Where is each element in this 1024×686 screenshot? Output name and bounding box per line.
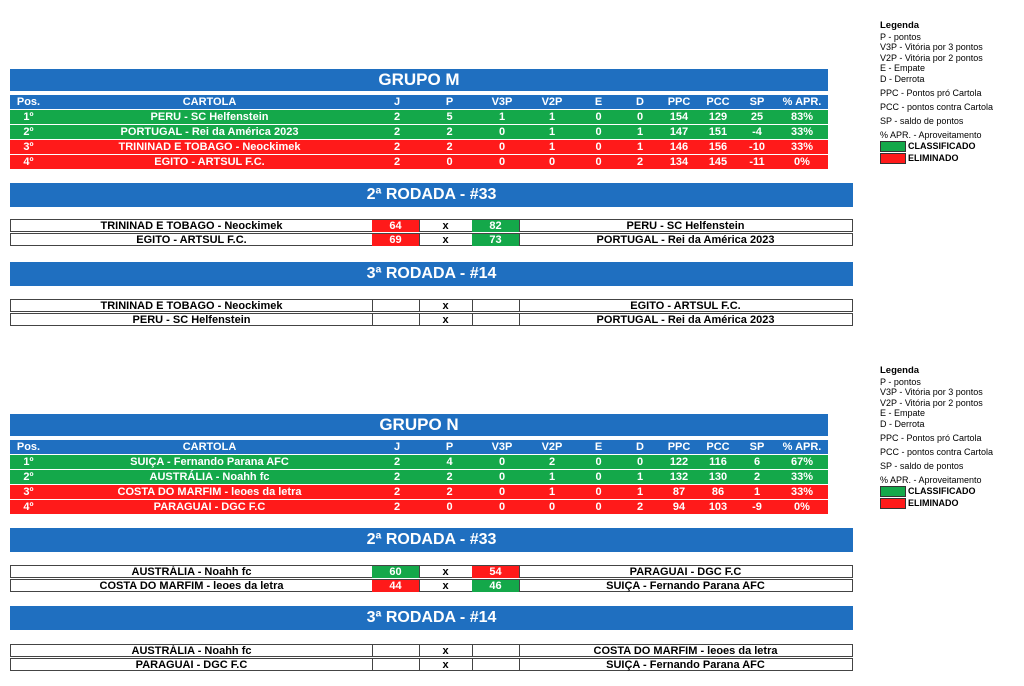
- match-row: [10, 299, 853, 312]
- legend-item: D - Derrota: [880, 73, 925, 84]
- legend-classificado-swatch: [880, 486, 906, 497]
- group-title: GRUPO M: [10, 69, 828, 91]
- cell-j: 2: [393, 501, 401, 513]
- legend-eliminado-label: ELIMINADO: [908, 498, 959, 509]
- cell-e: 0: [595, 471, 602, 483]
- cell-v2p: 0: [548, 156, 556, 168]
- cell-e: 0: [595, 141, 602, 153]
- match-row: [10, 565, 853, 578]
- legend-item: PCC - pontos contra Cartola: [880, 446, 994, 457]
- home-team: TRININAD E TOBAGO - Neockimek: [11, 300, 373, 312]
- cell-pcc: 129: [708, 111, 728, 123]
- legend-eliminado-label: ELIMINADO: [908, 153, 959, 164]
- cell-ppc: 154: [669, 111, 689, 123]
- cell-p: 0: [446, 156, 453, 168]
- cell-pos: 4º: [23, 501, 34, 513]
- cell-e: 0: [595, 111, 602, 123]
- legend-item: PCC - pontos contra Cartola: [880, 101, 994, 112]
- column-header: % APR.: [782, 441, 822, 453]
- standings-row: [10, 470, 828, 484]
- column-header: % APR.: [782, 96, 822, 108]
- away-score: 54: [472, 566, 520, 578]
- legend-classificado: [880, 141, 993, 152]
- legend: [880, 21, 993, 164]
- cell-j: 2: [393, 456, 401, 468]
- versus: x: [419, 580, 473, 592]
- home-score: 64: [372, 220, 420, 232]
- cell-v3p: 0: [498, 141, 506, 153]
- cell-team: AUSTRÁLIA - Noahh fc: [149, 471, 270, 483]
- column-header: D: [636, 96, 644, 108]
- away-team: PORTUGAL - Rei da América 2023: [596, 314, 775, 326]
- cell-v3p: 0: [498, 126, 506, 138]
- cell-d: 1: [636, 141, 644, 153]
- legend-item: P - pontos: [880, 31, 921, 42]
- cell-sp: 25: [750, 111, 764, 123]
- round-title: 2ª RODADA - #33: [10, 183, 853, 207]
- cell-sp: 6: [753, 456, 761, 468]
- cell-v2p: 1: [548, 111, 556, 123]
- cell-pos: 3º: [23, 486, 34, 498]
- legend-item: V3P - Vitória por 3 pontos: [880, 387, 983, 397]
- home-score: [372, 314, 420, 326]
- versus: x: [419, 645, 473, 657]
- home-score: 69: [372, 234, 420, 246]
- cell-team: PORTUGAL - Rei da América 2023: [120, 126, 299, 138]
- cell-v2p: 1: [548, 486, 556, 498]
- away-score: 73: [472, 234, 520, 246]
- versus: x: [419, 314, 473, 326]
- legend-item: V2P - Vitória por 2 pontos: [880, 52, 983, 63]
- column-header: SP: [749, 96, 765, 108]
- cell-j: 2: [393, 141, 401, 153]
- cell-e: 0: [595, 486, 602, 498]
- standings-row: [10, 140, 828, 154]
- cell-apr: 83%: [790, 111, 814, 123]
- table-header: [10, 95, 828, 109]
- group-title: GRUPO N: [10, 414, 828, 436]
- home-team: PERU - SC Helfenstein: [11, 314, 373, 326]
- home-team: AUSTRÁLIA - Noahh fc: [11, 645, 373, 657]
- cell-team: PERU - SC Helfenstein: [150, 111, 269, 123]
- cell-ppc: 132: [669, 471, 689, 483]
- legend-item: % APR. - Aproveitamento: [880, 129, 982, 140]
- home-team: AUSTRÁLIA - Noahh fc: [11, 566, 373, 578]
- cell-team: TRININAD E TOBAGO - Neockimek: [118, 141, 301, 153]
- column-header: PCC: [706, 96, 730, 108]
- round-title: 2ª RODADA - #33: [10, 528, 853, 552]
- cell-pcc: 156: [708, 141, 728, 153]
- cell-sp: -10: [749, 141, 765, 153]
- cell-pos: 2º: [23, 126, 34, 138]
- cell-v3p: 0: [498, 156, 506, 168]
- cell-d: 0: [636, 111, 644, 123]
- column-header: V3P: [491, 96, 513, 108]
- home-score: 60: [372, 566, 420, 578]
- standings-row: [10, 500, 828, 514]
- home-score: [372, 300, 420, 312]
- column-header: E: [594, 441, 603, 453]
- cell-ppc: 146: [669, 141, 689, 153]
- standings-row: [10, 455, 828, 469]
- legend-eliminado-swatch: [880, 498, 906, 509]
- away-team: PERU - SC Helfenstein: [626, 220, 745, 232]
- legend-item: E - Empate: [880, 408, 926, 418]
- cell-j: 2: [393, 486, 401, 498]
- legend-eliminado-swatch: [880, 153, 906, 164]
- match-row: [10, 579, 853, 592]
- legend-eliminado: [880, 498, 993, 509]
- cell-apr: 0%: [794, 156, 810, 168]
- column-header: V3P: [491, 441, 513, 453]
- cell-v3p: 1: [498, 111, 506, 123]
- cell-sp: -9: [752, 501, 762, 513]
- versus: x: [419, 234, 473, 246]
- column-header: Pos.: [16, 441, 41, 453]
- cell-e: 0: [595, 456, 602, 468]
- cell-p: 5: [446, 111, 453, 123]
- standings-row: [10, 125, 828, 139]
- cell-apr: 33%: [790, 486, 814, 498]
- cell-j: 2: [393, 156, 401, 168]
- cell-sp: 2: [753, 471, 761, 483]
- cell-d: 0: [636, 456, 644, 468]
- cell-team: PARAGUAI - DGC F.C: [153, 501, 266, 513]
- cell-p: 2: [446, 141, 453, 153]
- cell-pcc: 103: [708, 501, 728, 513]
- cell-p: 4: [446, 456, 453, 468]
- away-team: EGITO - ARTSUL F.C.: [630, 300, 741, 312]
- legend-title: Legenda: [880, 20, 920, 31]
- away-team: PORTUGAL - Rei da América 2023: [596, 234, 775, 246]
- cell-pcc: 116: [709, 456, 727, 468]
- away-score: [472, 300, 520, 312]
- cell-pcc: 86: [711, 486, 725, 498]
- versus: x: [419, 659, 473, 671]
- legend-item: V2P - Vitória por 2 pontos: [880, 397, 983, 408]
- away-score: [472, 659, 520, 671]
- cell-pos: 1º: [23, 456, 34, 468]
- column-header: PPC: [667, 441, 691, 453]
- cell-p: 2: [446, 126, 453, 138]
- away-team: SUIÇA - Fernando Parana AFC: [606, 659, 765, 671]
- column-header: V2P: [541, 96, 563, 108]
- cell-pos: 2º: [23, 471, 34, 483]
- legend-item: P - pontos: [880, 376, 921, 387]
- legend-item: % APR. - Aproveitamento: [880, 474, 982, 485]
- column-header: J: [393, 441, 401, 453]
- cell-v3p: 0: [498, 456, 506, 468]
- column-header: D: [636, 441, 644, 453]
- cell-pcc: 151: [708, 126, 728, 138]
- cell-team: SUIÇA - Fernando Parana AFC: [130, 456, 289, 468]
- home-score: 44: [372, 580, 420, 592]
- column-header: P: [445, 441, 454, 453]
- cell-v2p: 1: [548, 141, 556, 153]
- cell-team: EGITO - ARTSUL F.C.: [154, 156, 265, 168]
- home-team: TRININAD E TOBAGO - Neockimek: [11, 220, 373, 232]
- match-row: [10, 233, 853, 246]
- cell-apr: 33%: [790, 141, 814, 153]
- cell-v3p: 0: [498, 501, 506, 513]
- cell-d: 2: [636, 501, 644, 513]
- cell-pos: 3º: [23, 141, 34, 153]
- cell-sp: 1: [753, 486, 761, 498]
- cell-sp: -11: [749, 156, 765, 168]
- cell-j: 2: [393, 111, 401, 123]
- cell-v2p: 1: [548, 471, 556, 483]
- cell-v2p: 0: [548, 501, 556, 513]
- group-block: [0, 0, 1024, 341]
- cell-d: 1: [636, 486, 644, 498]
- home-score: [372, 659, 420, 671]
- cell-ppc: 134: [669, 156, 689, 168]
- standings-row: [10, 485, 828, 499]
- cell-j: 2: [393, 126, 401, 138]
- away-team: PARAGUAI - DGC F.C: [629, 566, 742, 578]
- column-header: PPC: [667, 96, 691, 108]
- legend-item: SP - saldo de pontos: [880, 460, 964, 471]
- versus: x: [419, 300, 473, 312]
- cell-e: 0: [595, 501, 602, 513]
- cell-d: 2: [636, 156, 644, 168]
- legend-item: PPC - Pontos pró Cartola: [880, 432, 982, 443]
- legend-item: D - Derrota: [880, 418, 925, 429]
- legend-classificado-label: CLASSIFICADO: [908, 486, 976, 496]
- versus: x: [419, 220, 473, 232]
- column-header: E: [594, 96, 603, 108]
- cell-e: 0: [595, 156, 602, 168]
- cell-ppc: 94: [672, 501, 686, 513]
- away-score: [472, 645, 520, 657]
- column-header: PCC: [706, 441, 730, 453]
- cell-apr: 67%: [790, 456, 814, 468]
- legend-classificado-label: CLASSIFICADO: [908, 141, 976, 151]
- round-title: 3ª RODADA - #14: [10, 606, 853, 630]
- match-row: [10, 658, 853, 671]
- cell-pos: 4º: [23, 156, 34, 168]
- cell-v3p: 0: [498, 471, 506, 483]
- home-team: EGITO - ARTSUL F.C.: [11, 234, 373, 246]
- cell-ppc: 87: [672, 486, 686, 498]
- home-score: [372, 645, 420, 657]
- home-team: PARAGUAI - DGC F.C: [11, 659, 373, 671]
- cell-ppc: 147: [669, 126, 689, 138]
- cell-sp: -4: [752, 126, 762, 138]
- legend-item: E - Empate: [880, 63, 926, 73]
- cell-j: 2: [393, 471, 401, 483]
- match-row: [10, 219, 853, 232]
- column-header: J: [393, 96, 401, 108]
- away-team: SUIÇA - Fernando Parana AFC: [606, 580, 765, 592]
- cell-team: COSTA DO MARFIM - leoes da letra: [117, 486, 302, 498]
- cell-d: 1: [636, 126, 644, 138]
- standings-row: [10, 110, 828, 124]
- legend-classificado: [880, 486, 993, 497]
- match-row: [10, 313, 853, 326]
- cell-d: 1: [636, 471, 644, 483]
- away-score: 46: [472, 580, 520, 592]
- legend: [880, 366, 993, 509]
- cell-ppc: 122: [669, 456, 689, 468]
- column-header: CARTOLA: [182, 441, 237, 453]
- cell-v2p: 1: [548, 126, 556, 138]
- cell-apr: 33%: [790, 471, 814, 483]
- cell-apr: 0%: [794, 501, 810, 513]
- cell-v3p: 0: [498, 486, 506, 498]
- cell-v2p: 2: [548, 456, 556, 468]
- standings-row: [10, 155, 828, 169]
- column-header: Pos.: [16, 96, 41, 108]
- away-team: COSTA DO MARFIM - leoes da letra: [593, 645, 778, 657]
- cell-e: 0: [595, 126, 602, 138]
- cell-p: 0: [446, 501, 453, 513]
- legend-item: SP - saldo de pontos: [880, 115, 964, 126]
- cell-pcc: 145: [708, 156, 728, 168]
- column-header: SP: [749, 441, 765, 453]
- away-score: [472, 314, 520, 326]
- column-header: V2P: [541, 441, 563, 453]
- cell-pos: 1º: [23, 111, 34, 123]
- match-row: [10, 644, 853, 657]
- cell-apr: 33%: [790, 126, 814, 138]
- legend-title: Legenda: [880, 365, 920, 376]
- legend-classificado-swatch: [880, 141, 906, 152]
- round-title: 3ª RODADA - #14: [10, 262, 853, 286]
- cell-p: 2: [446, 471, 453, 483]
- column-header: P: [445, 96, 454, 108]
- table-header: [10, 440, 828, 454]
- column-header: CARTOLA: [182, 96, 237, 108]
- legend-eliminado: [880, 153, 993, 164]
- legend-item: PPC - Pontos pró Cartola: [880, 87, 982, 98]
- versus: x: [419, 566, 473, 578]
- legend-item: V3P - Vitória por 3 pontos: [880, 42, 983, 52]
- home-team: COSTA DO MARFIM - leoes da letra: [11, 580, 373, 592]
- group-block: [0, 345, 1024, 686]
- cell-p: 2: [446, 486, 453, 498]
- away-score: 82: [472, 220, 520, 232]
- cell-pcc: 130: [708, 471, 728, 483]
